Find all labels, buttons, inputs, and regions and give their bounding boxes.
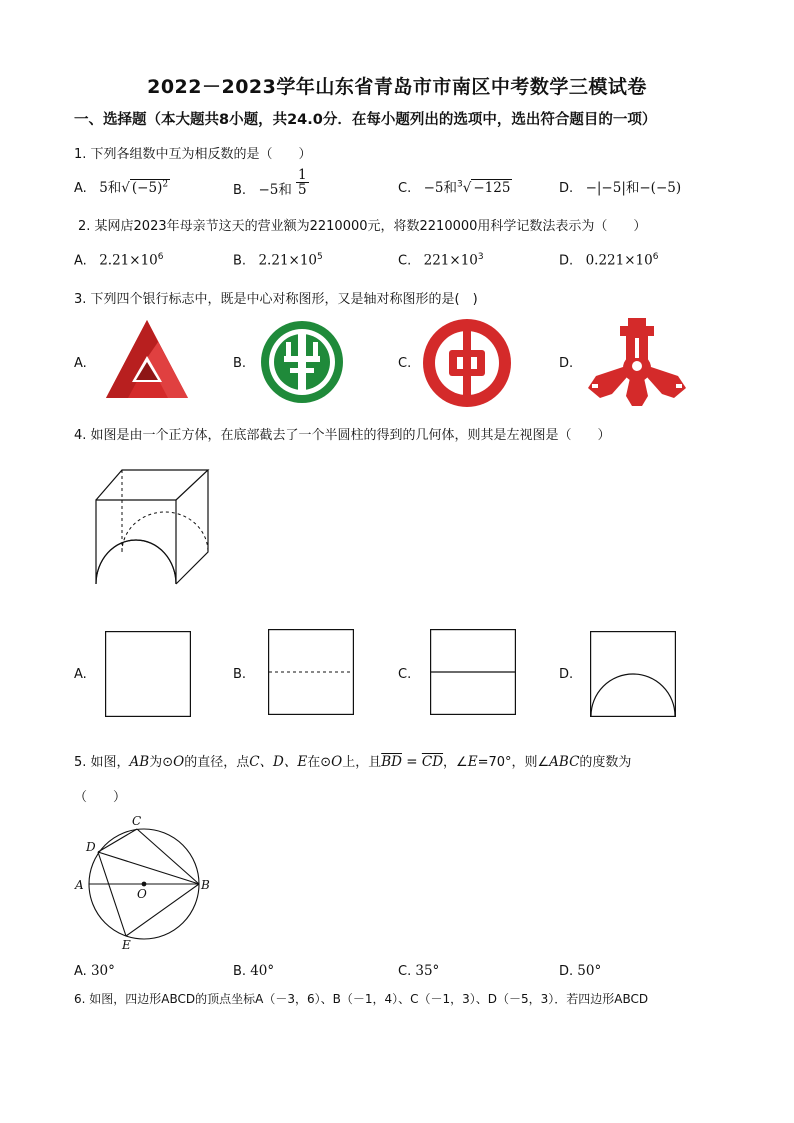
q2-option-c[interactable] [398, 252, 484, 268]
q2-a-exponent: 6 [157, 252, 164, 262]
option-label: A. [74, 253, 87, 269]
bank-logo-green-circle-icon[interactable] [258, 318, 346, 406]
q2-c-value: 221×10 [423, 252, 478, 269]
question-6-stem: 6. 如图，四边形ABCD的顶点坐标A（－3，6）、B（－1，4）、C（－1，3）、D（－5，3）．若四边形ABCD [74, 992, 649, 1006]
point-label-a: A [75, 878, 84, 892]
q2-option-d[interactable] [559, 252, 658, 268]
question-3-stem: 3. 下列四个银行标志中，既是中心对称图形，又是轴对称图形的是( ) [74, 292, 478, 307]
q1-c-radicand: −125 [473, 180, 511, 196]
question-5-stem: 5. 如图，AB为⊙O的直径，点C、D、E在⊙O上，且$\overline{BD} = \overline{CD}$，∠E=70°，则∠ABC的度数为 [74, 754, 632, 770]
option-label: B. [233, 253, 247, 269]
page-title: 2022－2023学年山东省青岛市市南区中考数学三模试卷 [147, 76, 647, 98]
q1-option-a[interactable]: A. 5和√ $(-5)^2$ [74, 179, 169, 196]
option-label: D. [559, 181, 574, 196]
bank-logo-red-circle-icon[interactable] [420, 318, 514, 408]
option-label: C. [398, 181, 412, 196]
q4-solid-figure [92, 466, 214, 588]
q2-b-value: 2.21×10 [258, 252, 318, 269]
section-heading: 一、选择题（本大题共8小题，共24.0分．在每小题列出的选项中，选出符合题目的一项） [74, 112, 657, 128]
question-4-stem: 4. 如图是由一个正方体，在底部截去了一个半圆柱的得到的几何体，则其是左视图是（ ） [74, 428, 611, 443]
q1-c-root-index: 3 [457, 179, 463, 190]
option-label: C. [398, 253, 412, 269]
option-label: B. [233, 183, 247, 198]
q4-view-c-solid-line[interactable] [430, 629, 516, 715]
q2-b-exponent: 5 [317, 252, 323, 262]
q5-circle-figure [74, 814, 214, 954]
q3-option-b-label[interactable]: B. [233, 356, 247, 371]
q4-view-a-square[interactable] [105, 631, 191, 717]
q4-option-d-label[interactable]: D. [559, 667, 574, 682]
q5-option-c[interactable]: C. 35° [398, 963, 440, 979]
q4-option-c-label[interactable]: C. [398, 667, 412, 682]
q5-option-a[interactable]: A. 30° [74, 963, 115, 979]
q4-view-d-semicircle[interactable] [590, 631, 676, 717]
q1-c-text: −5和 [423, 180, 458, 196]
point-label-o: O [137, 887, 147, 901]
point-label-b: B [201, 878, 210, 892]
question-2-stem: 2. 某网店2023年母亲节这天的营业额为2210000元，将数2210000用科学记数法表示为（ ） [78, 219, 647, 234]
q4-option-b-label[interactable]: B. [233, 667, 247, 682]
q1-a-radicand: (−5) [131, 180, 163, 196]
q3-option-c-label[interactable]: C. [398, 356, 412, 371]
point-label-d: D [86, 840, 96, 854]
point-label-e: E [122, 938, 131, 952]
q1-b-text: −5和 [258, 182, 292, 198]
q4-option-a-label[interactable]: A. [74, 667, 87, 682]
q2-c-exponent: 3 [477, 252, 484, 262]
q3-option-a-label[interactable]: A. [74, 356, 87, 371]
q2-option-b[interactable] [233, 252, 323, 268]
q1-option-c[interactable]: C. −5和$^3$√ −125 [398, 179, 511, 196]
q1-d-text: −|−5|和−(−5) [585, 180, 682, 196]
option-label: D. [559, 253, 574, 269]
bank-logo-triangle-icon[interactable] [104, 318, 190, 402]
q5-option-b[interactable]: B. 40° [233, 963, 275, 979]
q1-b-fraction: $\frac{1}{5}$ [298, 167, 307, 198]
q1-option-d[interactable] [559, 176, 681, 196]
q4-view-b-dashed[interactable] [268, 629, 354, 715]
q2-d-value: 0.221×10 [585, 252, 653, 269]
q1-a-exponent: 2 [162, 179, 169, 190]
q5-option-d[interactable]: D. 50° [559, 963, 602, 979]
q3-option-d-label[interactable]: D. [559, 356, 574, 371]
point-label-c: C [132, 814, 142, 828]
question-1-stem: 1. 下列各组数中互为相反数的是（ ） [74, 147, 312, 162]
question-5-paren: （ ） [74, 790, 127, 805]
q2-d-exponent: 6 [652, 252, 659, 262]
q2-a-value: 2.21×10 [99, 252, 158, 269]
option-label: A. [74, 181, 87, 196]
q1-a-text: 5和 [99, 180, 122, 196]
q1-option-b[interactable] [233, 168, 309, 197]
q2-option-a[interactable] [74, 252, 164, 268]
bank-logo-three-petal-icon[interactable] [586, 316, 688, 408]
